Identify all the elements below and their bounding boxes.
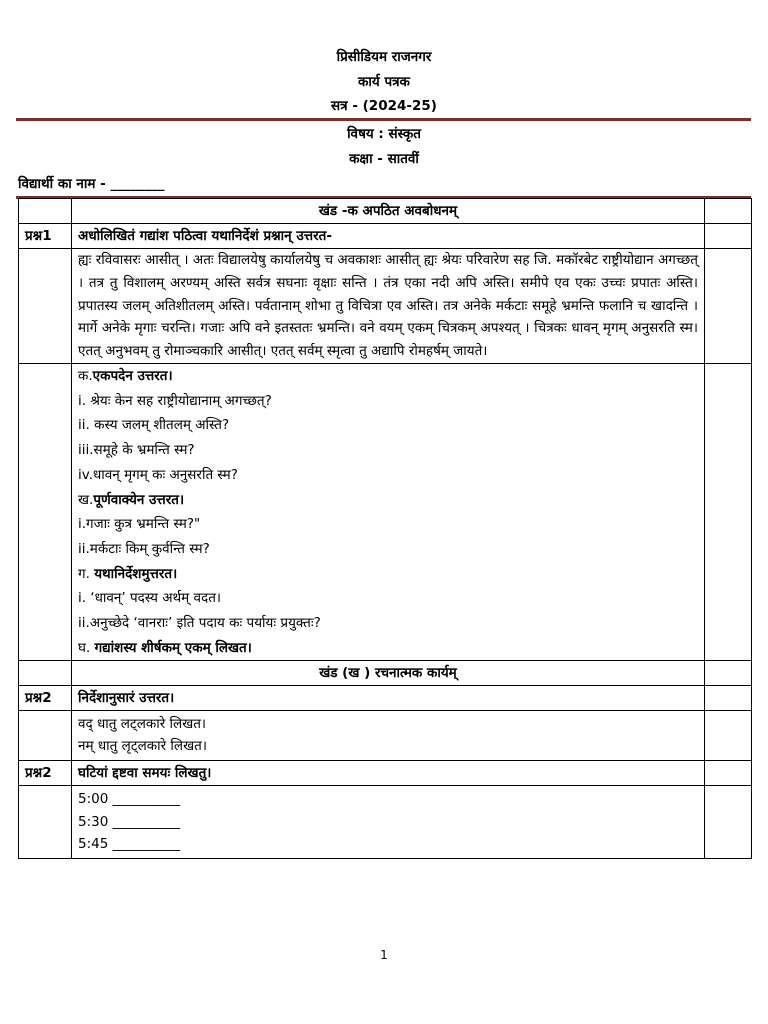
time-line: 5:45 __________ xyxy=(78,836,181,853)
q1-header-row xyxy=(19,224,752,249)
time-line: 5:00 __________ xyxy=(78,791,181,808)
q2-label: प्रश्न2 xyxy=(19,686,72,711)
marks-cell xyxy=(705,686,752,711)
section-b-title: खंड (ख ) रचनात्मक कार्यम् xyxy=(72,661,705,686)
q3-title: घटियां द्दष्टवा समयः लिखतु। xyxy=(72,761,705,786)
question-item: iii.समूहे के भ्रमन्ति स्म? xyxy=(78,442,195,459)
part-b-heading xyxy=(78,488,698,513)
q2-item: वद् धातु लट्लकारे लिखत। xyxy=(78,716,207,733)
q1-questions-row xyxy=(19,363,752,660)
session: सत्र - (2024-25) xyxy=(331,98,437,114)
q2-title: निर्देशानुसारं उत्तरत। xyxy=(72,686,705,711)
page-number: 1 xyxy=(380,948,388,962)
part-c-prefix: ग. xyxy=(78,565,95,582)
empty-cell xyxy=(19,711,72,761)
question-item: ii.मर्कटाः किम् कुर्वन्ति स्म? xyxy=(78,540,210,557)
document-type: कार्य पत्रक xyxy=(358,74,410,90)
question-item: ii.अनुच्छेदे ‘वानराः’ इति पदाय कः पर्यायः प्रयुक्तः? xyxy=(78,615,321,632)
section-a-title: खंड -क अपठित अवबोधनम् xyxy=(72,199,705,224)
question-item: ii. कस्य जलम् शीतलम् अस्ति? xyxy=(78,417,230,434)
section-b-row xyxy=(19,661,752,686)
q3-header-row xyxy=(19,761,752,786)
question-item: i. श्रेयः केन सह राष्ट्रीयोद्यानाम् अगच्छत्? xyxy=(78,392,272,409)
part-d-heading xyxy=(78,636,698,661)
empty-cell xyxy=(19,249,72,364)
subject: विषय : संस्कृत xyxy=(347,126,421,142)
question-item: iv.धावन् मृगम् कः अनुसरति स्म? xyxy=(78,466,238,483)
marks-cell xyxy=(705,224,752,249)
passage-text: ह्यः रविवासरः आसीत् । अतः विद्यालयेषु कार्यालयेषु च अवकाशः आसीत् ह्यः श्रेयः परिवारेण सह जि. मकॉरबेट राष्ट्रीयोद्यान अगच्छत् । तत्र तु विशालम् अरण्यम् अस्ति सर्वत्र सघनाः वृक्षाः सन्ति । तंत्र एका नदी अपि अस्ति। समीपे एव एकः उच्चः प्रपातः अस्ति। प्रपातस्य जलम् अतिशीतलम् अस्ति। पर्वतानाम् शोभा तु विचित्रा एव अस्ति। तत्र अनेके मर्कटाः समूहे भ्रमन्ति फलानि च खादन्ति । मार्गे अनेके मृगाः चरन्ति। गजाः अपि वने इतस्ततः भ्रमन्ति। वने वयम् एकम् चित्रकम् अपश्यत् । चित्रकः धावन् मृगम् अनुसरति स्म। एतत् अनुभवम् तु रोमाञ्चकारि आसीत्। एतत् सर्वम् स्मृत्वा तु अद्यापि रोमहर्षम् जायते। xyxy=(72,249,705,364)
part-b-title: पूर्णवाक्येन उत्तरत। xyxy=(93,491,185,508)
worksheet-table xyxy=(18,198,752,859)
part-b-prefix: ख. xyxy=(78,491,94,508)
part-d-title: गद्यांशस्य शीर्षकम् एकम् लिखत। xyxy=(94,639,252,656)
q1-instruction: अधोलिखितं गद्यांश पठित्वा यथानिर्देशं प्रश्नान् उत्तरत- xyxy=(72,224,705,249)
q2-header-row xyxy=(19,686,752,711)
passage-row xyxy=(19,249,752,364)
marks-cell xyxy=(705,761,752,786)
part-a-heading xyxy=(78,364,698,389)
marks-cell xyxy=(705,786,752,859)
q3-label: प्रश्न2 xyxy=(19,761,72,786)
q3-times-row xyxy=(19,786,752,859)
marks-cell xyxy=(705,661,752,686)
q2-items xyxy=(72,711,705,761)
time-line: 5:30 __________ xyxy=(78,813,181,830)
q2-item: नम् धातु लृट्लकारे लिखत। xyxy=(78,738,207,755)
q1-label: प्रश्न1 xyxy=(19,224,72,249)
marks-cell xyxy=(705,363,752,660)
class-label: कक्षा - सातवीं xyxy=(349,151,419,167)
q1-questions xyxy=(72,363,705,660)
school-name: प्रिसीडियम राजनगर xyxy=(336,49,432,65)
part-a-prefix: क. xyxy=(78,367,93,384)
q3-times xyxy=(72,786,705,859)
student-name-label: विद्यार्थी का नाम - ________ xyxy=(18,176,165,192)
empty-cell xyxy=(19,363,72,660)
empty-cell xyxy=(19,786,72,859)
part-d-prefix: घ. xyxy=(78,639,95,656)
marks-cell xyxy=(705,711,752,761)
header-divider xyxy=(16,118,751,121)
part-a-title: एकपदेन उत्तरत। xyxy=(92,367,173,384)
question-item: i.गजाः कुत्र भ्रमन्ति स्म?" xyxy=(78,516,201,533)
empty-cell xyxy=(19,199,72,224)
empty-cell xyxy=(19,661,72,686)
marks-cell xyxy=(705,199,752,224)
marks-cell xyxy=(705,249,752,364)
part-c-heading xyxy=(78,562,698,587)
section-a-row xyxy=(19,199,752,224)
question-item: i. ‘धावन्’ पदस्य अर्थम् वदत। xyxy=(78,590,222,607)
part-c-title: यथानिर्देशमुत्तरत। xyxy=(94,565,178,582)
q2-items-row xyxy=(19,711,752,761)
